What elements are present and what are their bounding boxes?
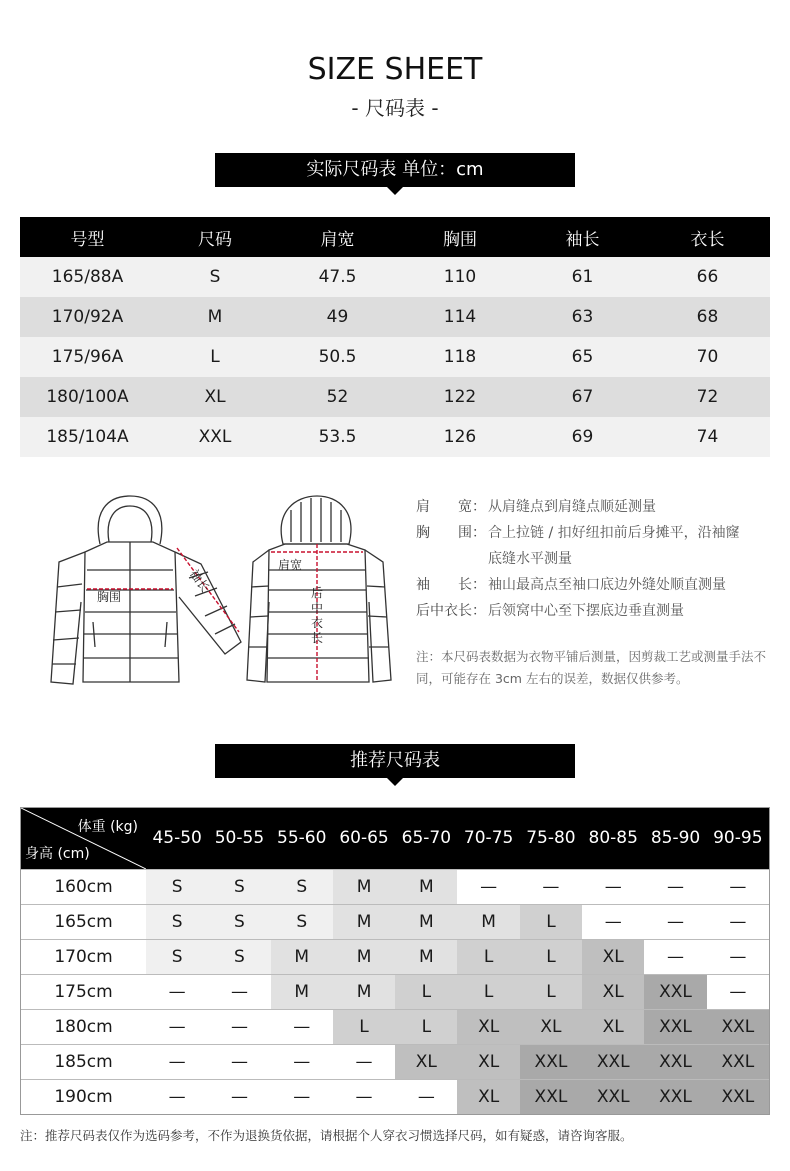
size-cell: XL (395, 1045, 457, 1079)
size-cell: — (644, 905, 706, 939)
height-row-label: 185cm (21, 1045, 146, 1079)
table-cell: 180/100A (46, 387, 129, 407)
table-cell: 118 (443, 347, 477, 367)
measurement-notes (416, 494, 776, 624)
page-subtitle: - 尺码表 - (351, 96, 439, 120)
size-cell: M (333, 870, 395, 904)
size-cell: — (146, 1080, 208, 1114)
column-header: 衣长 (690, 229, 725, 250)
table-cell: 185/104A (46, 427, 129, 447)
size-cell: XL (582, 1010, 644, 1044)
table-row (21, 904, 769, 939)
table-row (21, 939, 769, 974)
table-cell: M (207, 307, 223, 327)
size-cell: L (333, 1010, 395, 1044)
size-cell: L (457, 940, 519, 974)
front-chest-label: 胸围 (97, 590, 122, 604)
table-cell: 66 (696, 267, 719, 287)
size-cell: XXL (644, 1045, 706, 1079)
weight-column-header: 80-85 (588, 828, 638, 848)
size-cell: L (520, 975, 582, 1009)
size-cell: M (333, 940, 395, 974)
size-cell: S (208, 870, 270, 904)
size-cell: — (707, 940, 769, 974)
size-cell: XL (520, 1010, 582, 1044)
table-cell: 61 (571, 267, 594, 287)
size-cell: — (582, 870, 644, 904)
page-title: SIZE SHEET (307, 52, 483, 87)
size-cell: S (271, 870, 333, 904)
recommendation-header (21, 808, 769, 869)
table-cell: 69 (571, 427, 594, 447)
size-cell: L (520, 940, 582, 974)
column-header: 袖长 (565, 229, 600, 250)
size-table (20, 217, 770, 457)
size-cell: XXL (707, 1080, 769, 1114)
size-cell: L (395, 1010, 457, 1044)
size-cell: — (208, 1080, 270, 1114)
table-row (21, 869, 769, 904)
size-cell: S (271, 905, 333, 939)
measurement-item (416, 598, 776, 624)
height-row-label: 165cm (21, 905, 146, 939)
footnote: 注：推荐尺码表仅作为选码参考，不作为退换货依据，请根据个人穿衣习惯选择尺码，如有疑惑，请咨询客服。 (20, 1128, 633, 1143)
table-cell: 50.5 (318, 347, 357, 367)
table-cell: 53.5 (318, 427, 357, 447)
table-row (20, 297, 770, 337)
size-cell: — (457, 870, 519, 904)
size-cell: S (208, 905, 270, 939)
size-cell: L (520, 905, 582, 939)
measurement-disclaimer: 注：本尺码表数据为衣物平铺后测量，因剪裁工艺或测量手法不同，可能存在 3cm 左右的误差，数据仅供参考。 (416, 649, 767, 686)
table-row (21, 974, 769, 1009)
size-cell: — (582, 905, 644, 939)
size-cell: — (333, 1045, 395, 1079)
weight-axis-label: 体重 (kg) (77, 819, 138, 835)
measurement-text: 合上拉链 / 扣好纽扣前后身摊平，沿袖窿 (488, 525, 740, 541)
weight-column-header: 65-70 (401, 828, 452, 848)
recommendation-banner: 推荐尺码表 (215, 744, 575, 778)
measurement-label: 后中衣长： (416, 603, 486, 619)
measurement-item (416, 520, 776, 546)
weight-column-header: 90-95 (713, 828, 763, 848)
size-cell: M (333, 975, 395, 1009)
size-cell: XL (457, 1045, 519, 1079)
table-cell: S (209, 267, 221, 287)
size-cell: XL (582, 940, 644, 974)
table-row (20, 257, 770, 297)
size-cell: — (707, 975, 769, 1009)
table-cell: 114 (443, 307, 477, 327)
table-row (20, 417, 770, 457)
table-row (21, 1079, 769, 1114)
size-cell: XXL (707, 1045, 769, 1079)
size-cell: M (395, 940, 457, 974)
measurement-item (416, 546, 776, 572)
size-cell: XXL (644, 975, 706, 1009)
measurement-text: 底缝水平测量 (488, 551, 572, 567)
size-cell: — (146, 975, 208, 1009)
size-cell: XL (457, 1010, 519, 1044)
table-cell: 65 (571, 347, 594, 367)
size-cell: — (271, 1010, 333, 1044)
size-cell: S (146, 905, 208, 939)
measurement-item (416, 494, 776, 520)
table-row (21, 1009, 769, 1044)
table-cell: 70 (696, 347, 719, 367)
size-cell: XL (457, 1080, 519, 1114)
size-cell: — (644, 940, 706, 974)
size-cell: S (146, 870, 208, 904)
size-cell: S (208, 940, 270, 974)
measurement-label: 袖 长： (416, 577, 486, 593)
weight-column-header: 45-50 (152, 828, 202, 848)
size-cell: — (707, 870, 769, 904)
table-cell: 170/92A (51, 307, 124, 327)
front-sleeve-label: 袖长 (186, 566, 213, 595)
size-cell: — (395, 1080, 457, 1114)
size-cell: L (457, 975, 519, 1009)
table-cell: 52 (326, 387, 349, 407)
column-header: 尺码 (198, 229, 232, 250)
table-cell: 63 (571, 307, 594, 327)
size-cell: M (395, 905, 457, 939)
height-row-label: 190cm (21, 1080, 146, 1114)
size-cell: XXL (520, 1080, 582, 1114)
table-cell: 175/96A (51, 347, 124, 367)
back-shoulder-label: 肩宽 (278, 558, 303, 572)
measurement-label: 胸 围： (416, 525, 486, 541)
measurement-label: 肩 宽： (416, 499, 486, 515)
size-cell: M (271, 940, 333, 974)
size-cell: — (271, 1080, 333, 1114)
size-cell: L (395, 975, 457, 1009)
size-cell: — (146, 1045, 208, 1079)
measurement-item (416, 572, 776, 598)
weight-column-header: 85-90 (650, 828, 701, 848)
size-cell: M (333, 905, 395, 939)
table-cell: 49 (326, 307, 349, 327)
jacket-front-illustration (45, 492, 245, 692)
size-cell: XXL (520, 1045, 582, 1079)
measurement-text: 后领窝中心至下摆底边垂直测量 (488, 603, 684, 619)
size-cell: XXL (582, 1080, 644, 1114)
size-table-banner: 实际尺码表 单位：cm (215, 153, 575, 187)
table-row (20, 377, 770, 417)
table-cell: XL (204, 387, 226, 407)
table-cell: XXL (198, 427, 232, 447)
size-cell: M (457, 905, 519, 939)
size-cell: XXL (582, 1045, 644, 1079)
size-cell: XXL (707, 1010, 769, 1044)
size-cell: XXL (644, 1080, 706, 1114)
size-cell: — (520, 870, 582, 904)
size-table-header (20, 217, 770, 257)
size-cell: M (271, 975, 333, 1009)
size-cell: XL (582, 975, 644, 1009)
table-cell: 74 (696, 427, 719, 447)
size-cell: — (208, 975, 270, 1009)
measurement-text: 从肩缝点到肩缝点顺延测量 (488, 499, 656, 515)
size-cell: M (395, 870, 457, 904)
table-cell: 122 (443, 387, 477, 407)
table-cell: 67 (571, 387, 594, 407)
weight-column-header: 60-65 (339, 828, 389, 848)
weight-column-header: 50-55 (214, 828, 265, 848)
table-cell: 126 (443, 427, 477, 447)
size-cell: — (333, 1080, 395, 1114)
table-cell: 68 (696, 307, 719, 327)
size-cell: — (644, 870, 706, 904)
back-length-label: 后中衣长 (311, 586, 324, 645)
weight-column-header: 70-75 (463, 828, 514, 848)
height-row-label: 160cm (21, 870, 146, 904)
table-cell: L (210, 347, 220, 367)
table-cell: 72 (696, 387, 719, 407)
size-cell: — (208, 1045, 270, 1079)
table-row (21, 1044, 769, 1079)
column-header: 号型 (70, 229, 105, 250)
recommendation-table (20, 807, 770, 1115)
height-row-label: 170cm (21, 940, 146, 974)
height-row-label: 175cm (21, 975, 146, 1009)
size-cell: — (208, 1010, 270, 1044)
size-cell: — (146, 1010, 208, 1044)
size-cell: — (707, 905, 769, 939)
weight-column-header: 55-60 (277, 828, 327, 848)
height-axis-label: 身高 (cm) (25, 846, 90, 862)
height-row-label: 180cm (21, 1010, 146, 1044)
size-cell: — (271, 1045, 333, 1079)
size-cell: XXL (644, 1010, 706, 1044)
measurement-text: 袖山最高点至袖口底边外缝处顺直测量 (488, 577, 726, 593)
size-cell: S (146, 940, 208, 974)
column-header: 胸围 (443, 229, 477, 250)
column-header: 肩宽 (320, 229, 355, 250)
table-row (20, 337, 770, 377)
table-cell: 47.5 (318, 267, 357, 287)
table-cell: 165/88A (51, 267, 124, 287)
table-corner (21, 808, 146, 869)
table-cell: 110 (443, 267, 477, 287)
weight-column-header: 75-80 (526, 828, 576, 848)
measurement-label (416, 546, 488, 572)
